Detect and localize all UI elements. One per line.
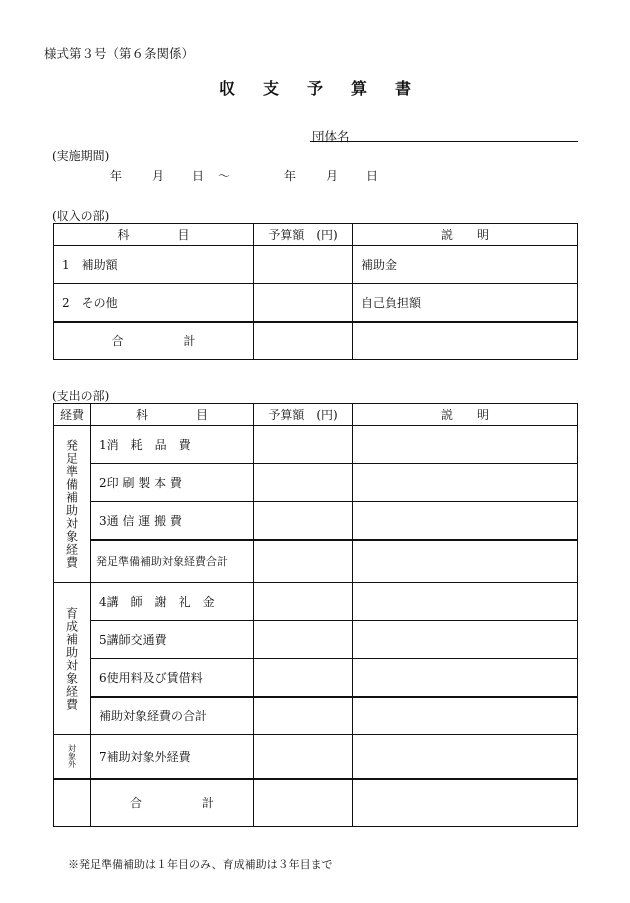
expense-desc-cell[interactable] (353, 502, 578, 540)
income-amount-cell[interactable] (254, 284, 353, 322)
end-year: 年 (284, 169, 297, 183)
expense-desc-cell[interactable] (353, 426, 578, 464)
expense-amount-cell[interactable] (254, 659, 353, 697)
expense-row (54, 426, 578, 464)
expense-total-amount-cell[interactable] (254, 779, 353, 827)
expense-desc-cell[interactable] (353, 464, 578, 502)
income-desc: 自己負担額 (353, 284, 578, 322)
expense-header-row (54, 404, 578, 426)
end-month: 月 (326, 169, 339, 183)
income-header-item: 科 目 (54, 224, 254, 246)
income-desc: 補助金 (353, 246, 578, 284)
expense-item: 4講 師 謝 礼 金 (91, 583, 254, 621)
start-month: 月 (152, 169, 165, 183)
expense-item: 2印 刷 製 本 費 (91, 464, 254, 502)
income-item: 2 その他 (54, 284, 254, 322)
expense-amount-cell[interactable] (254, 540, 353, 583)
expense-desc-cell[interactable] (353, 540, 578, 583)
period-tilde: 〜 (218, 169, 231, 183)
expense-row (54, 464, 578, 502)
income-total-row (54, 322, 578, 360)
expense-desc-cell[interactable] (353, 735, 578, 779)
expense-category-outside: 対象外 (54, 735, 91, 779)
expense-amount-cell[interactable] (254, 621, 353, 659)
expense-category-ikusei: 育成補助対象経費 (54, 583, 91, 735)
start-year: 年 (110, 169, 123, 183)
end-day: 日 (366, 169, 379, 183)
income-header-row (54, 224, 578, 246)
footnote: ※発足準備補助は１年目のみ、育成補助は３年目まで (68, 858, 333, 871)
period-label: (実施期間) (52, 149, 110, 163)
expense-total-desc-cell[interactable] (353, 779, 578, 827)
expense-header-category: 経費 (54, 404, 91, 426)
expense-row (54, 583, 578, 621)
expense-row (54, 735, 578, 779)
expense-desc-cell[interactable] (353, 697, 578, 735)
start-day: 日 (192, 169, 205, 183)
income-amount-cell[interactable] (254, 246, 353, 284)
form-number: 様式第３号（第６条関係） (44, 46, 195, 61)
expense-amount-cell[interactable] (254, 502, 353, 540)
expense-subtotal-row (54, 697, 578, 735)
expense-header-item: 科 目 (91, 404, 254, 426)
expense-row (54, 659, 578, 697)
expense-header-desc: 説 明 (353, 404, 578, 426)
expense-desc-cell[interactable] (353, 583, 578, 621)
expense-subtotal-label: 発足準備補助対象経費合計 (91, 540, 254, 583)
expense-item: 3通 信 運 搬 費 (91, 502, 254, 540)
expense-subtotal-label: 補助対象経費の合計 (91, 697, 254, 735)
expense-item: 7補助対象外経費 (91, 735, 254, 779)
expense-category-hossoku: 発足準備補助対象経費 (54, 426, 91, 583)
income-total-desc-cell[interactable] (353, 322, 578, 360)
expense-amount-cell[interactable] (254, 426, 353, 464)
income-row (54, 246, 578, 284)
expense-item: 6使用料及び賃借料 (91, 659, 254, 697)
expense-amount-cell[interactable] (254, 583, 353, 621)
income-total-label: 合 計 (54, 322, 254, 360)
income-row (54, 284, 578, 322)
expense-amount-cell[interactable] (254, 735, 353, 779)
expense-desc-cell[interactable] (353, 621, 578, 659)
organization-name-field[interactable] (310, 141, 578, 142)
income-header-desc: 説 明 (353, 224, 578, 246)
expense-item: 1消 耗 品 費 (91, 426, 254, 464)
expense-total-row (54, 779, 578, 827)
expense-subtotal-row (54, 540, 578, 583)
expense-amount-cell[interactable] (254, 464, 353, 502)
expense-desc-cell[interactable] (353, 659, 578, 697)
income-total-amount-cell[interactable] (254, 322, 353, 360)
document-title: 収支予算書 (218, 79, 439, 98)
expense-section-label: (支出の部) (52, 389, 110, 403)
income-table (53, 223, 578, 360)
expense-total-category-cell (54, 779, 91, 827)
expense-amount-cell[interactable] (254, 697, 353, 735)
income-item: 1 補助額 (54, 246, 254, 284)
expense-header-amount: 予算額 (円) (254, 404, 353, 426)
organization-name-label: 団体名 (312, 129, 350, 144)
income-section-label: (収入の部) (52, 209, 110, 223)
expense-item: 5講師交通費 (91, 621, 254, 659)
expense-row (54, 502, 578, 540)
expense-total-label: 合 計 (91, 779, 254, 827)
expense-table (53, 403, 578, 827)
income-header-amount: 予算額 (円) (254, 224, 353, 246)
expense-row (54, 621, 578, 659)
